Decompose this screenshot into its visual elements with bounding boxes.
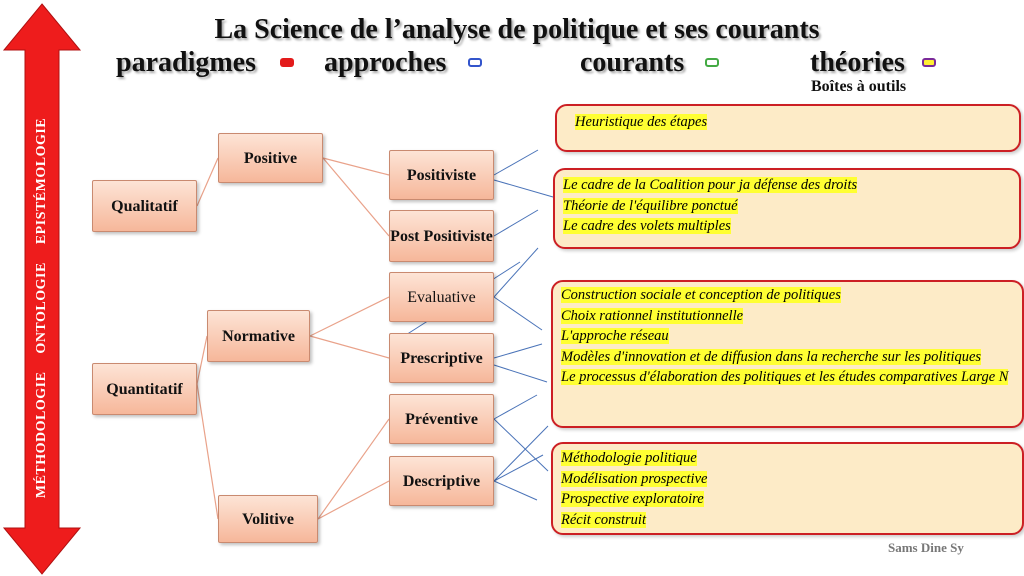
current-preventive: Préventive: [389, 394, 494, 444]
link-postpositiviste: [494, 210, 538, 236]
approach-normative: Normative: [207, 310, 310, 362]
connector-normative-prescriptive: [310, 336, 389, 358]
current-post-positiviste: Post Positiviste: [389, 210, 494, 262]
connector-qualitatif-positive: [197, 158, 218, 206]
current-prescriptive: Prescriptive: [389, 333, 494, 383]
connector-volitive-preventive: [318, 419, 389, 519]
theory-item: Théorie de l'équilibre ponctué: [563, 197, 738, 214]
theory-item: Modélisation prospective: [561, 470, 708, 487]
theory-item: Le cadre des volets multiples: [563, 218, 731, 234]
theory-item: Prospective exploratoire: [561, 491, 704, 507]
theory-panel-2: [553, 168, 1021, 249]
link-preventive-b: [494, 419, 548, 471]
legend-label-approches: approches: [324, 47, 447, 78]
connector-quantitatif-normative: [197, 336, 207, 384]
connector-positive-positiviste: [323, 158, 389, 175]
link-positiviste-b: [494, 180, 553, 197]
paradigm-qualitatif: Qualitatif: [92, 180, 197, 232]
link-evaluative-up: [494, 248, 538, 297]
link-descriptive-a: [494, 455, 543, 481]
connector-positive-postpositiviste: [323, 158, 389, 236]
side-label-epistemologie: EPISTÉMOLOGIE: [34, 117, 49, 245]
theory-item: Choix rationnel institutionnelle: [561, 307, 744, 324]
legend-label-paradigmes: paradigmes: [116, 47, 256, 78]
current-positiviste: Positiviste: [389, 150, 494, 200]
theory-item: L'approche réseau: [561, 328, 669, 344]
approach-volitive: Volitive: [218, 495, 318, 543]
approach-positive: Positive: [218, 133, 323, 183]
page-title: La Science de l’analyse de politique et ses courants: [214, 14, 820, 45]
author-signature: Sams Dine Sy: [888, 540, 964, 555]
theory-panel-1: [555, 104, 1021, 152]
theory-item: Le processus d'élaboration des politiques et les études comparatives Large N: [561, 369, 1009, 385]
theory-item: Construction sociale et conception de politiques: [561, 287, 841, 303]
link-prescriptive-b: [494, 365, 547, 382]
theory-item: Le cadre de la Coalition pour ja défense des droits: [563, 177, 858, 193]
link-prescriptive-a: [494, 344, 542, 358]
link-descriptive-b: [494, 481, 537, 500]
current-descriptive: Descriptive: [389, 456, 494, 506]
toolbox-label: Boîtes à outils: [811, 78, 907, 95]
link-descriptive-c: [494, 426, 548, 481]
side-label-methodologie: MÉTHODOLOGIE: [34, 371, 49, 499]
legend-label-courants: courants: [580, 47, 685, 78]
current-evaluative: Evaluative: [389, 272, 494, 322]
theory-item: Modèles d'innovation et de diffusion dans la recherche sur les politiques: [561, 348, 982, 365]
link-positiviste-a: [494, 150, 538, 175]
theory-panel-4: [551, 442, 1024, 535]
connector-volitive-descriptive: [318, 481, 389, 519]
paradigm-quantitatif: Quantitatif: [92, 363, 197, 415]
connector-normative-evaluative: [310, 297, 389, 336]
theory-item: Heuristique des étapes: [575, 114, 708, 130]
theory-item: Méthodologie politique: [561, 450, 697, 466]
side-label-ontologie: ONTOLOGIE: [34, 262, 49, 354]
theory-panel-3: [551, 280, 1024, 428]
link-evaluative-down: [494, 297, 542, 330]
legend-label-theories: théories: [810, 47, 905, 78]
theory-item: Récit construit: [561, 511, 646, 528]
connector-quantitatif-volitive: [197, 384, 218, 519]
link-preventive-a: [494, 395, 537, 419]
